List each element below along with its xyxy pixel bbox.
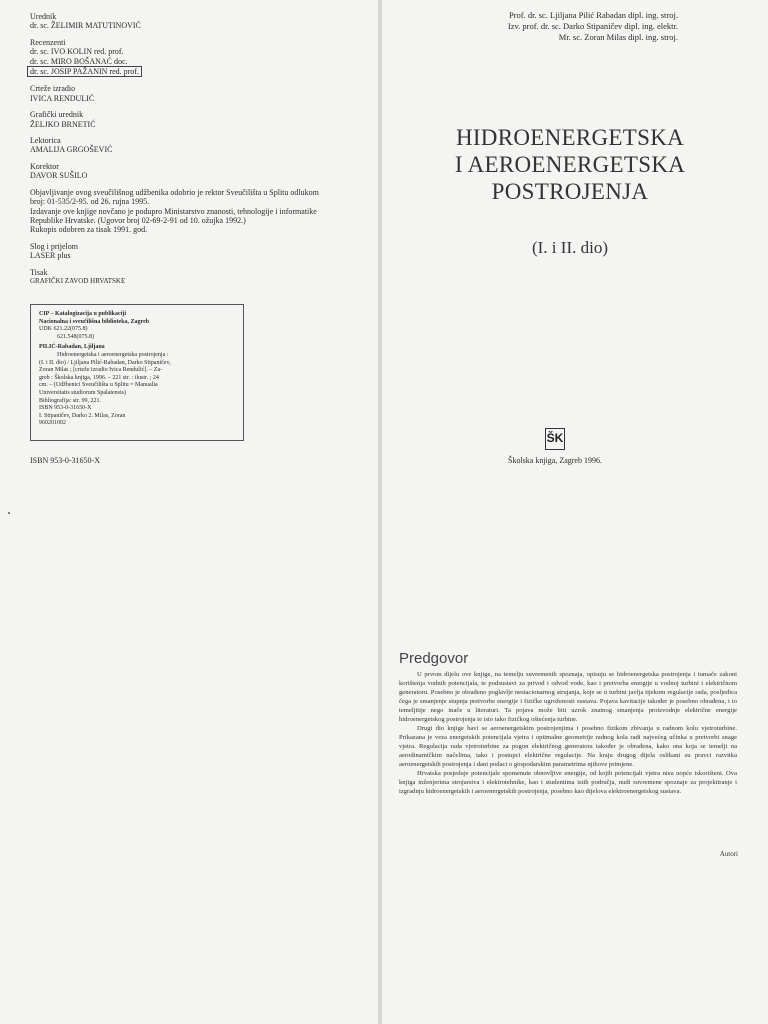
preface-text [399,670,737,796]
credit-label: Urednik [30,12,57,21]
note-line: Izdavanje ove knjige novčano je podupro Ministarstvo znanosti, tehnologije i informatike [30,206,317,216]
cip-body-line: (I. i II. dio) / Ljiljana Pilić-Rabadan, Darko Stipaničev, [39,359,171,366]
credit-name: LASER plus [30,251,71,261]
preface-paragraph: Drugi dio knjige bavi se aeroenergetskim postrojenjima i posebno fizikom zbivanja u radnom kolu vjetroturbine. Prikazana je veza energetskih potencijala vjetra i optimalne geometrije radnog kola radi najvećeg učinka u pretvorbi snage vjetra. Regulacija rada vjetroturbine za pogon električnog generatora također je obrađena, kako ona koja se temelji na aerodinamičkim načelima, tako i postupci električne regulacije. Na kraju drugog dijela oslikani su pravci razvitka aeroenergetskih postrojenja i dani podaci o gospodarskim parametrima njihove primjene. [399,725,737,768]
cip-body-line: greb : Školska knjiga, 1996. – 221 str. : ilustr. ; 24 [39,374,159,381]
title-line: POSTROJENJA [491,179,649,204]
credit-label: Crteže izradio [30,84,76,94]
credit-label: Slog i prijelom [30,241,78,251]
note-line: Rukopis odobren za tisak 1991. god. [30,225,148,235]
credit-corrector [30,162,370,181]
publication-notes [30,188,370,235]
credit-label: Recenzenti [30,37,66,47]
credit-typesetting [30,242,370,261]
credit-name: GRAFIČKI ZAVOD HRVATSKE [30,276,126,285]
cip-catalog-box [30,304,244,441]
credit-label: Lektorica [30,136,61,146]
author-line: Prof. dr. sc. Ljiljana Pilić Rabadan dipl. ing. stroj. [508,10,678,20]
cip-body-line: cm. – (Udžbenici Sveučilišta u Splitu = Manualia [39,382,158,389]
cip-author: PILIĆ-Rabadan, Ljiljana [39,344,105,351]
note-line: broj: 01-535/2-95. od 26. rujna 1995. [30,197,150,207]
preface-signature: Autori [719,850,738,858]
credit-proofreader [30,136,370,155]
credit-label: Tisak [30,267,48,277]
speck [8,512,10,514]
note-line: Objavljivanje ovog sveučilišnog udžbenika odobrio je rektor Sveučilišta u Splitu odlukom [30,187,319,197]
credit-name: AMALIJA GRGOŠEVIĆ [30,145,113,155]
cip-number: 960201002 [39,420,66,427]
preface-paragraph: U prvom dijelu ove knjige, na temelju suvremenih spoznaja, opisuju se hidroenergetska postrojenja i tumače zakoni korištenja vodnih potencijala, te podsustavi za privod i odvod vode, kao i pretvorba energije u vodnoj turbini i električnom generatoru. Posebno je obrađeno poglavlje nestacionarnog strujanja, koje se u turbini javlja tijekom regulacije rada, posljedica čega je smanjenje stupnja pretvorbe energije i fizičke ugroženosti sustava. Pojava kavitacije također je posebno obrađena, i to temeljitije nego inače u literaturi. Ta pojava može biti uzrok znatnog smanjenja proizvodnje električne energije hidroenergetskog postrojenja te isto tako fizičkog oštećenja turbine. [399,671,737,723]
credit-name: DAVOR SUŠILO [30,171,88,181]
credit-name: IVICA RENDULIĆ [30,93,95,103]
cip-bibliography: Bibliografija: str. 99, 221. [39,397,101,404]
credit-name: dr. sc. IVO KOLIN red. prof. [30,47,124,57]
credit-graphic-editor [30,110,370,129]
credit-label: Korektor [30,161,59,171]
author-line: Izv. prof. dr. sc. Darko Stipaničev dipl. ing. elektr. [507,21,678,31]
cip-heading: CIP – Katalogizacija u publikaciji [39,311,127,317]
credit-reviewers [30,38,370,78]
note-line: Republike Hrvatske. (Ugovor broj 02-69-2-91 od 10. ožujka 1992.) [30,215,246,225]
credit-illustrator [30,84,370,103]
publisher-line: Školska knjiga, Zagreb 1996. [508,456,602,465]
preface-title: Predgovor [399,650,469,667]
publisher-logo-icon: ŠK [545,428,565,450]
title-line: HIDROENERGETSKA [455,125,685,150]
cip-library: Nacionalna i sveučilišna biblioteka, Zagreb [39,318,150,325]
credits-section [30,12,370,293]
credit-name: ŽELJKO BRNETIĆ [30,119,96,129]
book-subtitle: (I. i II. dio) [531,238,608,257]
preface-paragraph: Hrvatska posjeduje potencijale spomenute obnovljive energije, od kojih potencijali vjetra nisu uopće iskorišteni. Ova knjiga inženjerima strojarstva i elektrotehnike, kao i studentima istih područja, nudi suvremene spoznaje za projektiranje i izgradnju hidroenergetskih i aeroenergetskih postrojenja, posebno kao dijelova elektroenergetskog sustava. [399,770,737,795]
title-line: I AEROENERGETSKA [454,152,686,177]
cip-body-line: Universitatis studiorum Spalatensis) [39,389,126,396]
cip-udk: 621.548(075.8) [57,333,94,340]
book-title [400,124,740,205]
cip-index: I. Stipaničev, Darko 2. Milas, Zoran [39,412,126,419]
credit-name: dr. sc. ŽELIMIR MATUTINOVIĆ [30,21,141,31]
credit-label: Grafički urednik [30,110,84,120]
cip-isbn: ISBN 953-0-31650-X [39,405,92,412]
credit-editor [30,12,370,31]
cip-body-line: Hidroenergetska i aeroenergetska postrojenja : [57,351,169,358]
credit-name-boxed: dr. sc. JOSIP PAŽANIN red. prof. [27,66,142,77]
cip-udk: UDK 621.22(075.8) [39,326,88,333]
isbn-line: ISBN 953-0-31650-X [30,456,100,465]
credit-printing [30,268,370,287]
authors-block [410,10,678,43]
author-line: Mr. sc. Zoran Milas dipl. ing. stroj. [558,32,678,42]
cip-body-line: Zoran Milas ; [crteže izradio Ivica Rendulić]. – Za- [39,367,163,374]
credit-name: dr. sc. MIRO BOŠANAĆ doc. [30,56,128,66]
